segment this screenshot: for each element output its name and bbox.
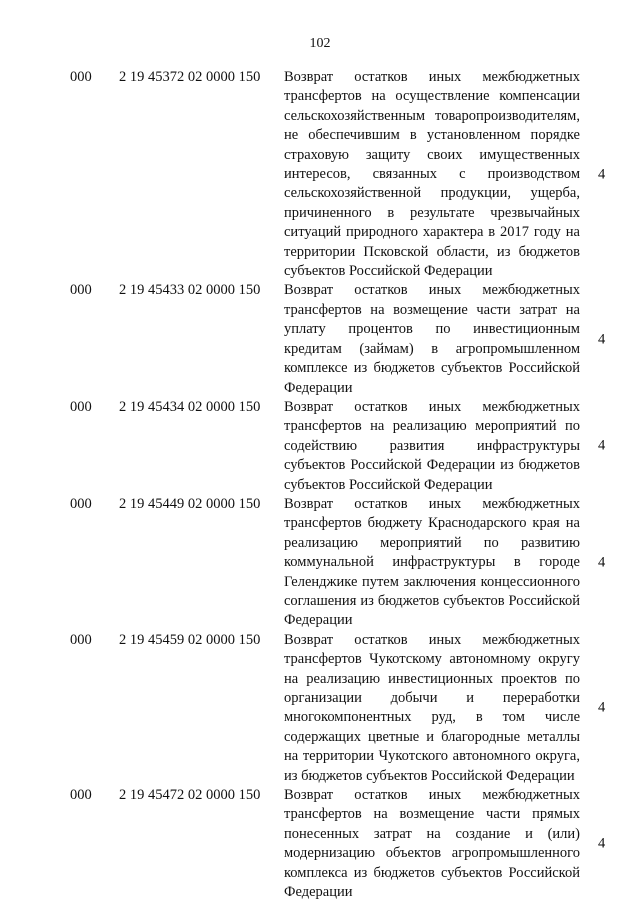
table-row [0, 786, 640, 902]
budget-codes-table [0, 68, 640, 902]
allocation-standard: 4 [598, 166, 606, 183]
budget-classification-code: 2 19 45459 02 0000 150 [119, 631, 261, 648]
income-description: Возврат остатков иных межбюджетных трансфертов на возмещение части затрат на уплату процентов по инвестиционным кредитам (займам) в агропромышленном комплексе из бюджетов субъектов Российской Федерации [284, 282, 580, 396]
table-row [0, 398, 640, 495]
admin-code: 000 [70, 282, 92, 299]
admin-code: 000 [70, 69, 92, 85]
page-number: 102 [309, 36, 331, 51]
budget-classification-code: 2 19 45434 02 0000 150 [119, 398, 261, 415]
table-row [0, 68, 640, 281]
table-row [0, 281, 640, 397]
allocation-standard: 4 [598, 437, 606, 454]
table-row [0, 495, 640, 631]
allocation-standard: 4 [598, 835, 606, 852]
allocation-standard: 4 [598, 331, 606, 348]
admin-code: 000 [70, 398, 92, 415]
allocation-standard: 4 [598, 554, 606, 571]
budget-classification-code: 2 19 45449 02 0000 150 [119, 495, 261, 512]
admin-code: 000 [70, 787, 92, 804]
income-description: Возврат остатков иных межбюджетных трансфертов Чукотскому автономному округу на реализацию инвестиционных проектов по организации добычи и переработки многокомпонентных руд, в том числе содержащих цветные и благородные металлы на территории Чукотского автономного округа, из бюджетов субъектов Российской Федерации [284, 631, 580, 784]
allocation-standard: 4 [598, 699, 606, 716]
budget-classification-code: 2 19 45372 02 0000 150 [119, 69, 261, 85]
table-row [0, 631, 640, 786]
budget-classification-code: 2 19 45433 02 0000 150 [119, 282, 261, 299]
income-description: Возврат остатков иных межбюджетных трансфертов на реализацию мероприятий по содействию развития инфраструктуры субъектов Российской Федерации из бюджетов субъектов Российской Федерации [284, 398, 580, 493]
income-description: Возврат остатков иных межбюджетных трансфертов на возмещение части прямых понесенных затрат на создание и (или) модернизацию объектов агропромышленного комплекса из бюджетов субъектов Российской Федерации [284, 787, 580, 901]
admin-code: 000 [70, 495, 92, 512]
budget-classification-code: 2 19 45472 02 0000 150 [119, 787, 261, 804]
income-description: Возврат остатков иных межбюджетных трансфертов на осуществление компенсации сельскохозяйственным товаропроизводителям, не обеспечившим в установленном порядке страховую защиту своих имущественных интересов, связанных с производством сельскохозяйственной продукции, ущерба, причиненного в результате чрезвычайных ситуаций природного характера в 2017 году на территории Псковской области, из бюджетов субъектов Российской Федерации [284, 69, 580, 280]
admin-code: 000 [70, 631, 92, 648]
income-description: Возврат остатков иных межбюджетных трансфертов бюджету Краснодарского края на реализацию мероприятий по развитию коммунальной инфраструктуры в городе Геленджике путем заключения концессионного соглашения из бюджетов субъектов Российской Федерации [284, 495, 580, 629]
